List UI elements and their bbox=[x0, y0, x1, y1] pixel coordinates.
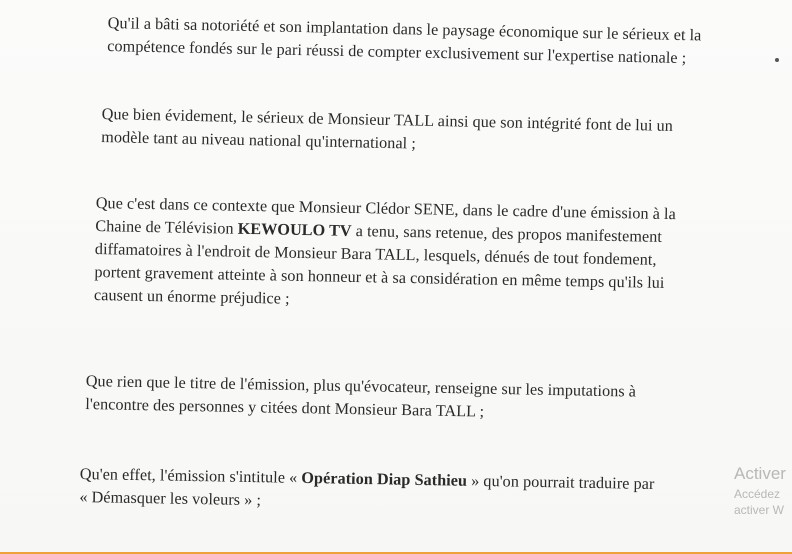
text-segment: » qu'on pourrait traduire par bbox=[466, 471, 655, 494]
text-segment: Chaine de Télévision bbox=[95, 216, 238, 238]
text-line: Qu'il a bâti sa notoriété et son implantation dans le paysage économique sur le sérieux et la bbox=[107, 13, 702, 45]
paragraph-title-evocative bbox=[85, 370, 732, 428]
text-line: causent un énorme préjudice ; bbox=[93, 285, 290, 308]
activation-watermark bbox=[734, 462, 792, 518]
text-line: « Démasquer les voleurs » ; bbox=[79, 487, 262, 510]
scan-speck bbox=[775, 58, 779, 62]
watermark-line: Accédez bbox=[734, 487, 781, 501]
paragraph-notoriety bbox=[107, 12, 754, 72]
text-line: Que bien évidement, le sérieux de Monsieur TALL ainsi que son intégrité font de lui un bbox=[101, 104, 674, 135]
text-line: Que rien que le titre de l'émission, plus qu'évocateur, renseigne sur les imputations à bbox=[85, 371, 637, 401]
paragraph-integrity bbox=[101, 103, 748, 163]
show-title: Opération Diap Sathieu bbox=[301, 468, 468, 490]
text-line: portent gravement atteinte à son honneur et à sa considération en même temps qu'ils lui bbox=[94, 262, 665, 292]
text-line: modèle tant au niveau national qu'international ; bbox=[101, 127, 417, 153]
watermark-title: Activer bbox=[734, 464, 786, 483]
text-line: diffamatoires à l'endroit de Monsieur Bara TALL, lesquels, dénués de tout fondement, bbox=[94, 239, 657, 269]
text-line: Que c'est dans ce contexte que Monsieur Clédor SENE, dans le cadre d'une émission à la bbox=[95, 193, 676, 224]
paragraph-show-title bbox=[79, 463, 726, 520]
text-segment: Qu'en effet, l'émission s'intitule « bbox=[79, 464, 302, 487]
paragraph-context bbox=[94, 192, 742, 319]
text-line: l'encontre des personnes y citées dont Monsieur Bara TALL ; bbox=[85, 394, 485, 421]
tv-channel-name: KEWOULO TV bbox=[237, 219, 352, 240]
text-line: compétence fondés sur le pari réussi de compter exclusivement sur l'expertise nationale ; bbox=[107, 36, 687, 68]
text-segment: a tenu, sans retenue, des propos manifestement bbox=[351, 221, 663, 246]
watermark-line: activer W bbox=[734, 503, 785, 517]
